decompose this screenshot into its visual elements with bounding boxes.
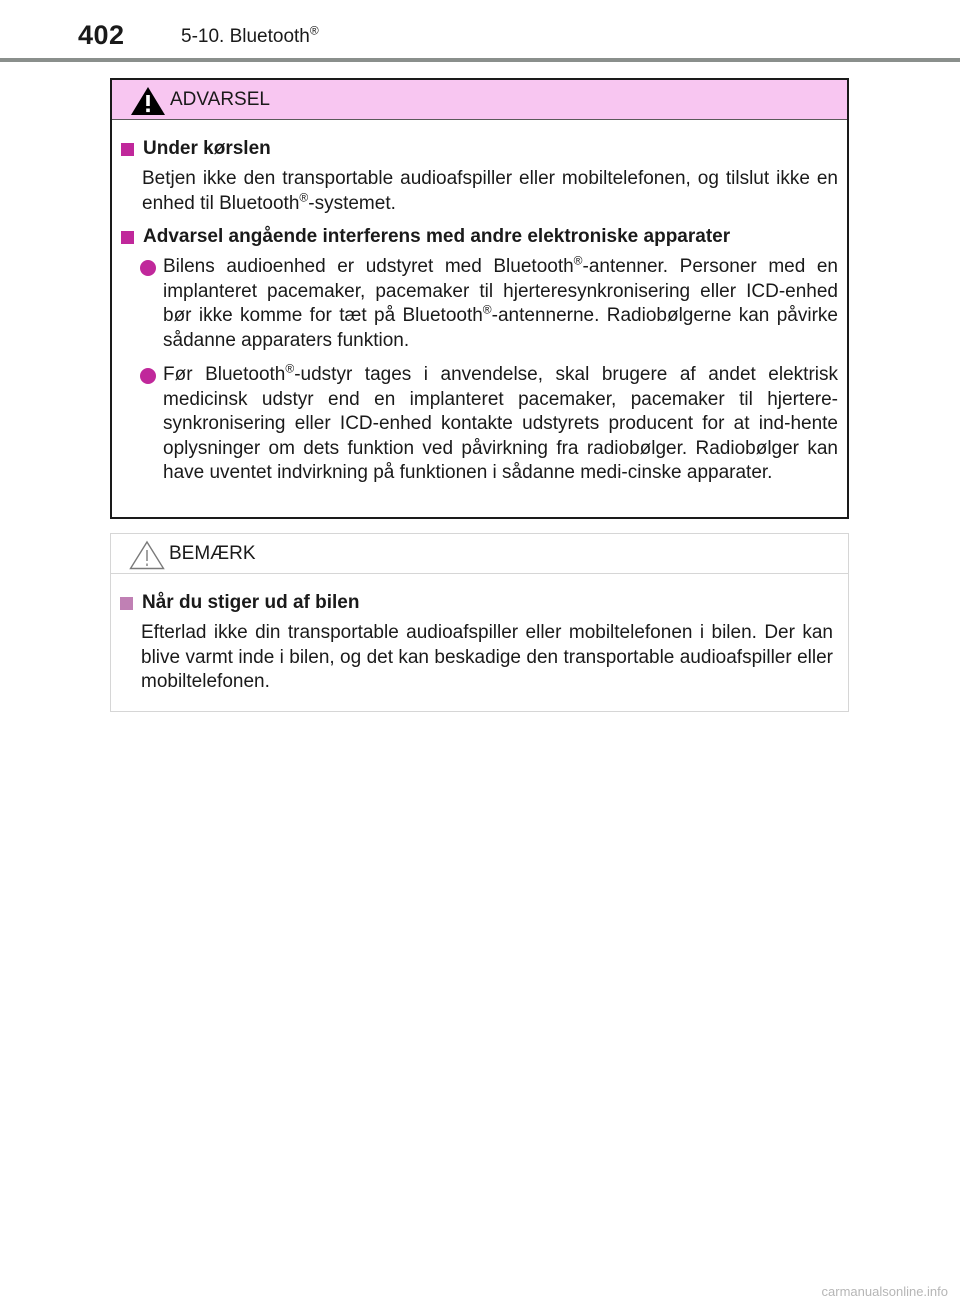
notice-body	[111, 574, 848, 695]
paragraph-text: -systemet.	[308, 192, 396, 214]
warning-triangle-icon	[130, 86, 166, 116]
warning-body	[112, 120, 847, 486]
bullet-text	[163, 255, 838, 353]
warning-item-heading	[117, 225, 838, 249]
notice-item-heading	[116, 591, 839, 615]
registered-mark: ®	[285, 361, 295, 376]
registered-mark: ®	[299, 190, 309, 205]
paragraph-text: -antenner. Personer med en implanteret pacemaker, pacemaker til hjerteresynkronisering eller ICD-enhed bør ikke komme for tæt på Bluetooth	[163, 256, 838, 326]
warning-item-text	[142, 167, 838, 216]
notice-box-header	[111, 534, 848, 574]
paragraph-text: Før Bluetooth	[163, 364, 286, 385]
round-bullet-icon	[140, 260, 156, 276]
page-number: 402	[78, 20, 125, 50]
square-bullet-icon	[121, 143, 134, 156]
warning-bullet	[140, 363, 838, 486]
paragraph-text: Betjen ikke den transportable audioafspiller eller mobiltelefonen, og tilslut ikke en enhed til Bluetooth	[142, 168, 838, 214]
notice-title: BEMÆRK	[169, 543, 256, 564]
header-divider	[0, 58, 960, 62]
registered-mark: ®	[573, 253, 583, 268]
page-header	[0, 0, 960, 62]
square-bullet-icon	[120, 597, 133, 610]
paragraph-text: -antennerne. Radiobølgerne kan påvirke sådanne apparaters funktion.	[163, 305, 838, 351]
round-bullet-icon	[140, 368, 156, 384]
warning-box-header	[112, 80, 847, 120]
warning-bullet	[140, 255, 838, 353]
bullet-text	[163, 363, 838, 486]
warning-box	[110, 78, 849, 519]
heading-text: Under kørslen	[143, 138, 271, 159]
section-title	[181, 23, 319, 48]
heading-text: Når du stiger ud af bilen	[142, 592, 360, 613]
notice-item-text: Efterlad ikke din transportable audioafspiller eller mobiltelefonen i bilen. Der kan blive varmt inde i bilen, og det kan beskadige den transportable audioafspiller eller mobiltelefonen.	[141, 622, 833, 692]
heading-text: Advarsel angående interferens med andre elektroniske apparater	[143, 226, 731, 247]
notice-box	[110, 533, 849, 712]
paragraph-text: -udstyr tages i anvendelse, skal brugere af andet elektrisk medicinsk udstyr end en implanteret pacemaker, pacemaker til hjertere-synkronisering eller ICD-enhed kontakte udstyrets producent for at ind-hente oplysninger om dets funktion ved påvirkning fra radiobølger. Radiobølger kan have uventet indvirkning på funktionen i sådanne medi-cinske apparater.	[163, 364, 838, 483]
square-bullet-icon	[121, 231, 134, 244]
caution-outline-triangle-icon	[129, 540, 165, 570]
section-title-text: 5-10. Bluetooth	[181, 26, 310, 47]
watermark: carmanualsonline.info	[821, 1284, 948, 1299]
warning-title: ADVARSEL	[170, 89, 270, 110]
registered-mark: ®	[482, 302, 492, 317]
paragraph-text: Bilens audioenhed er udstyret med Bluetooth	[163, 256, 574, 277]
warning-item-heading	[117, 137, 838, 161]
registered-mark: ®	[309, 23, 319, 38]
